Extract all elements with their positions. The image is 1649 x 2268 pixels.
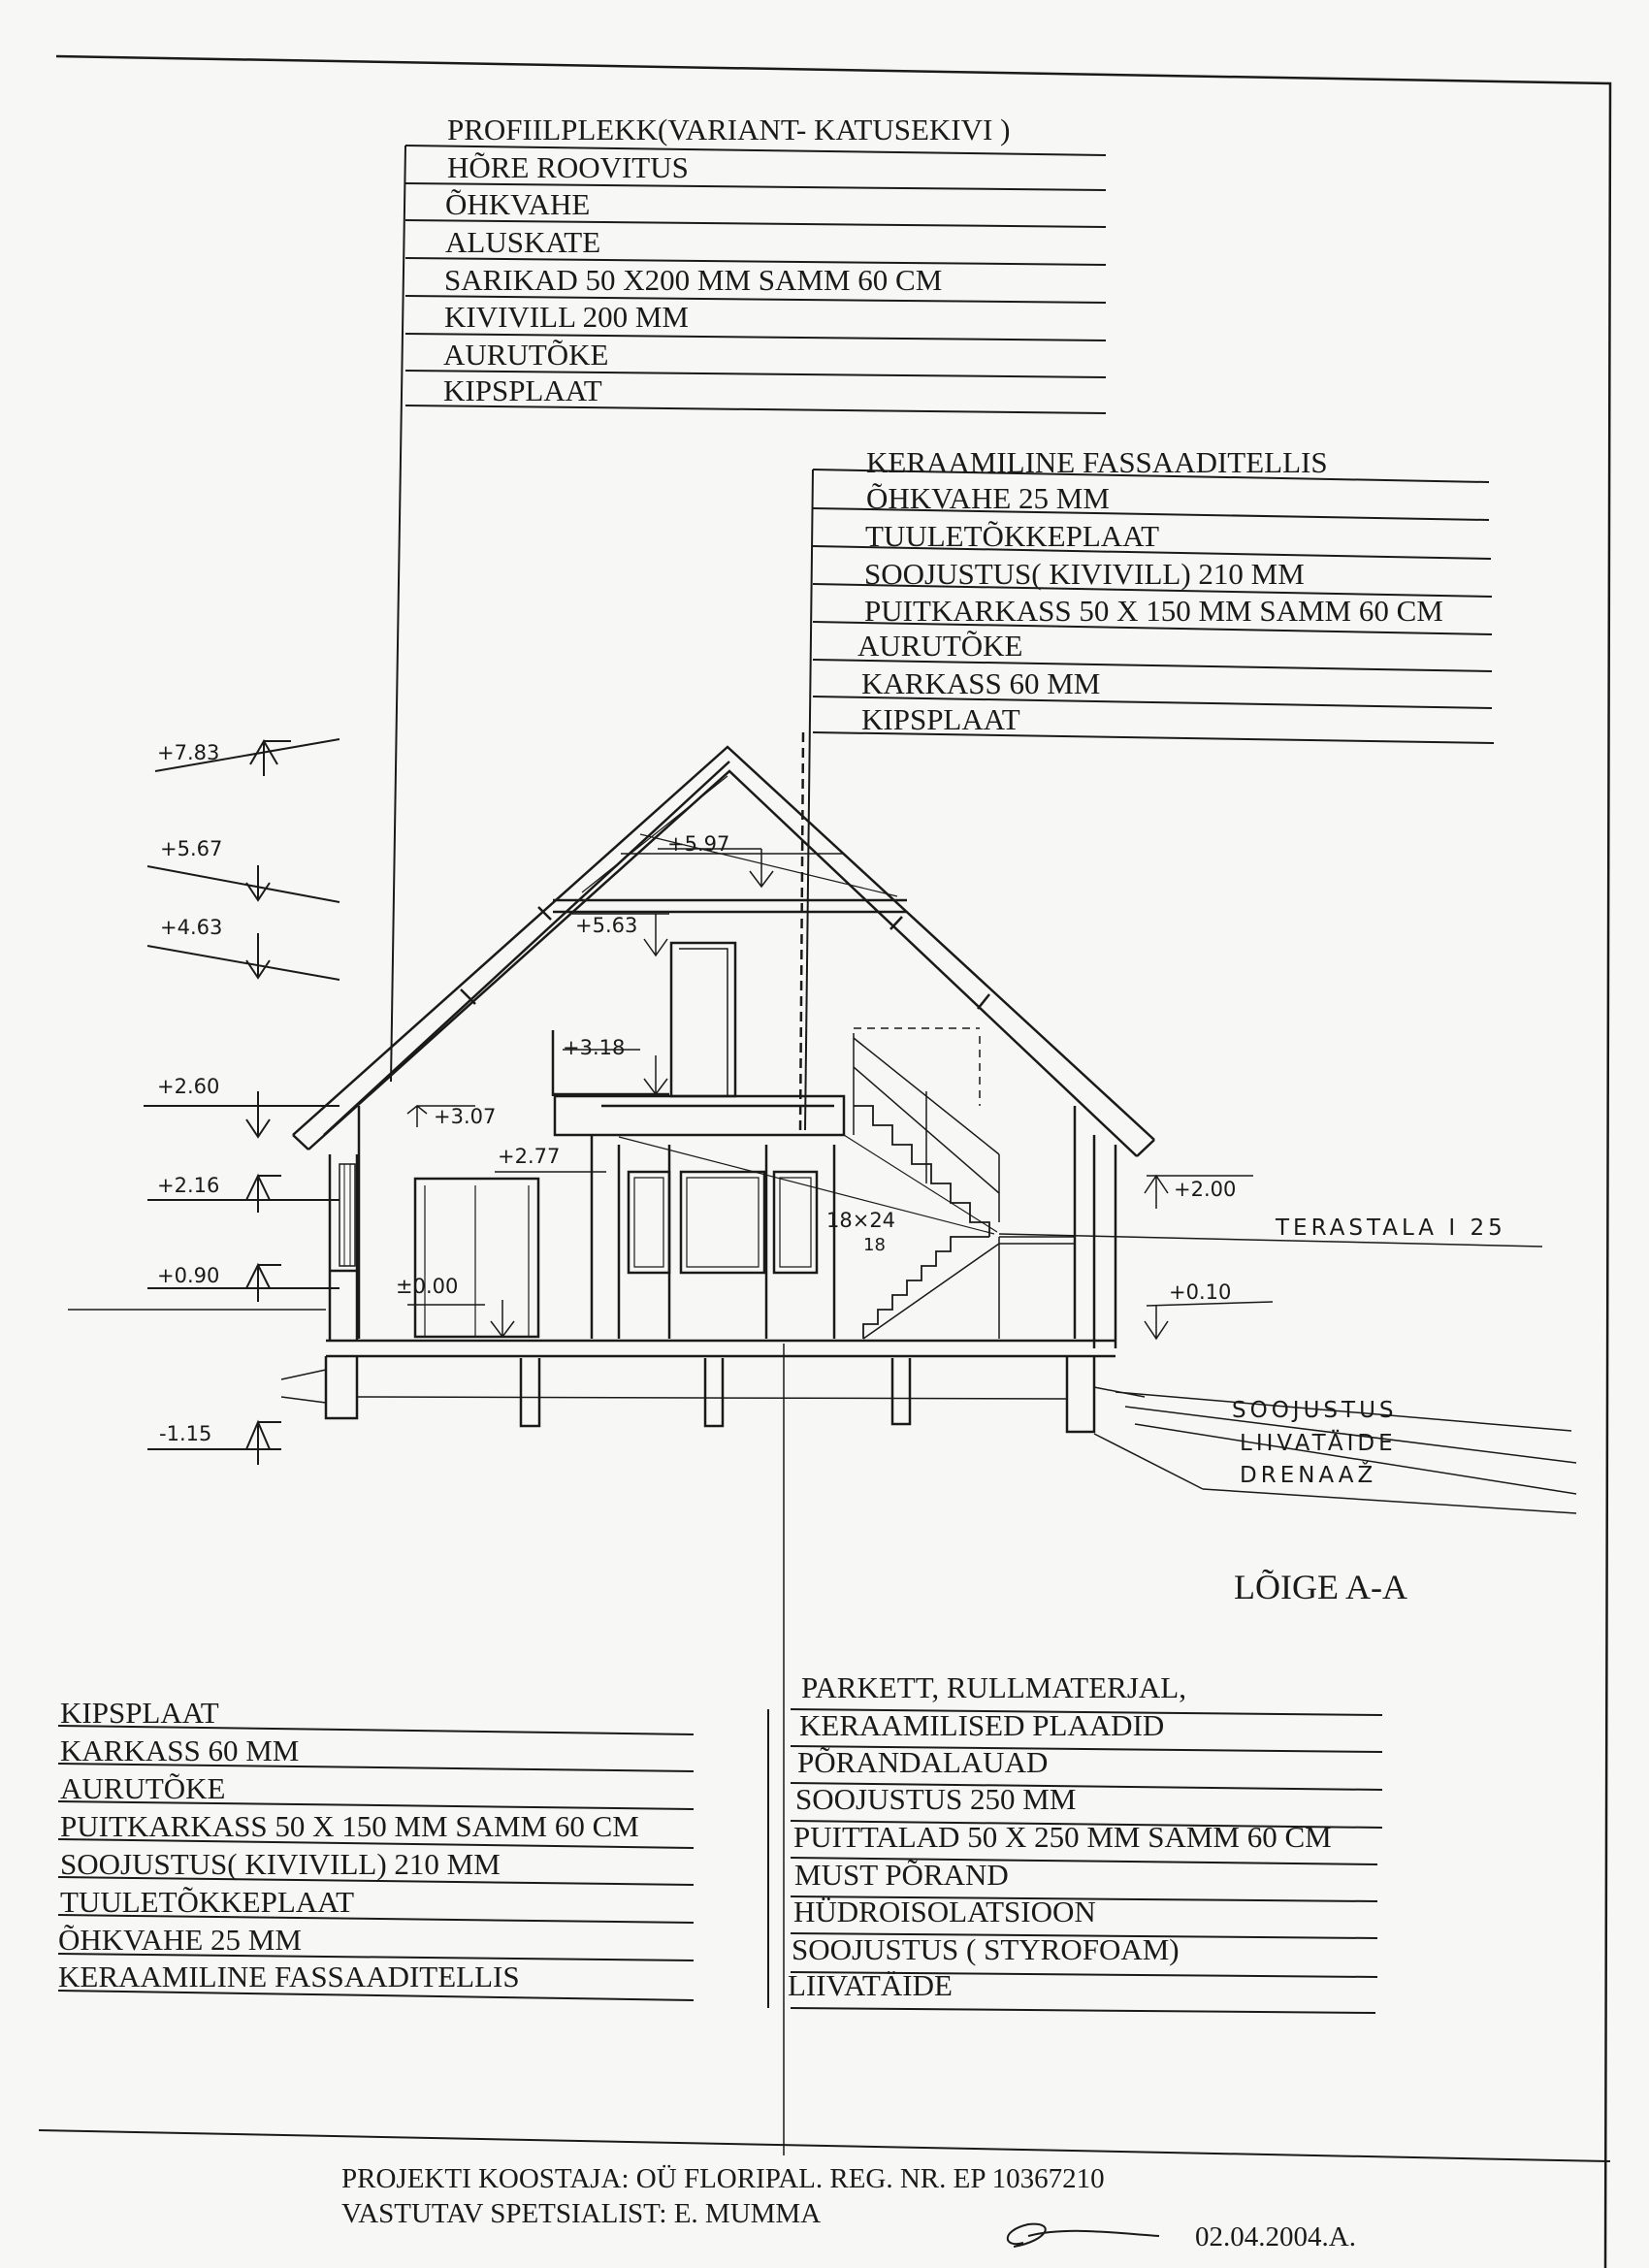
ground-layer-3: DRENAAŽ <box>1240 1463 1377 1488</box>
level-label-277: +2.77 <box>498 1145 561 1168</box>
lower-wall-layer-3: AURUTÕKE <box>60 1771 226 1805</box>
roof-layer-5: SARIKAD 50 X200 MM SAMM 60 CM <box>444 263 943 297</box>
upper-wall-layer-4: SOOJUSTUS( KIVIVILL) 210 MM <box>864 557 1305 591</box>
ground-layer-2: LIIVATÄIDE <box>1240 1431 1397 1456</box>
floor-layer-3: PÕRANDALAUAD <box>797 1745 1049 1779</box>
level-label-783: +7.83 <box>157 741 220 764</box>
level-label-260: +2.60 <box>157 1075 220 1098</box>
floor-layer-7: HÜDROISOLATSIOON <box>793 1895 1096 1928</box>
ground-layer-1: SOOJUSTUS <box>1232 1398 1398 1423</box>
roof-layer-8: KIPSPLAAT <box>443 373 602 407</box>
level-label-307: +3.07 <box>434 1105 497 1128</box>
footer-specialist: VASTUTAV SPETSIALIST: E. MUMMA <box>341 2198 822 2229</box>
upper-wall-layer-7: KARKASS 60 MM <box>861 666 1101 700</box>
level-label-567: +5.67 <box>160 837 223 860</box>
footer-author: PROJEKTI KOOSTAJA: OÜ FLORIPAL. REG. NR. EP 10367210 <box>341 2163 1105 2194</box>
floor-layer-1: PARKETT, RULLMATERJAL, <box>801 1670 1186 1704</box>
level-label-597: +5.97 <box>667 832 730 856</box>
roof-layer-2: HÕRE ROOVITUS <box>447 150 689 184</box>
lower-wall-layer-8: KERAAMILINE FASSAADITELLIS <box>58 1960 520 1993</box>
floor-layer-9: LIIVATÄIDE <box>788 1968 953 2002</box>
floor-layer-2: KERAAMILISED PLAADID <box>799 1708 1165 1742</box>
level-label-318: +3.18 <box>563 1036 626 1059</box>
footer-frame-line <box>39 2130 1610 2161</box>
upper-wall-layer-8: KIPSPLAAT <box>861 702 1020 736</box>
stair-label-count: 18 <box>863 1235 886 1255</box>
lower-wall-layer-6: TUULETÕKKEPLAAT <box>60 1885 355 1919</box>
upper-wall-layer-6: AURUTÕKE <box>857 629 1023 663</box>
signature-mark <box>1008 2224 1159 2247</box>
level-label-463: +4.63 <box>160 916 223 939</box>
floor-layer-4: SOOJUSTUS 250 MM <box>795 1782 1077 1816</box>
level-label-010: +0.10 <box>1169 1280 1232 1304</box>
steel-beam-label: TERASTALA I 25 <box>1276 1215 1506 1241</box>
floor-layer-6: MUST PÕRAND <box>794 1858 1009 1892</box>
stair-label-size: 18×24 <box>826 1209 896 1232</box>
lower-wall-layer-2: KARKASS 60 MM <box>60 1733 300 1767</box>
footer-date: 02.04.2004.A. <box>1195 2221 1356 2252</box>
level-label-200: +2.00 <box>1174 1178 1237 1201</box>
section-title: LÕIGE A-A <box>1234 1568 1407 1606</box>
roof-layer-6: KIVIVILL 200 MM <box>444 300 689 334</box>
upper-wall-layer-3: TUULETÕKKEPLAAT <box>865 519 1160 553</box>
roof-layer-7: AURUTÕKE <box>443 338 609 372</box>
level-label-216: +2.16 <box>157 1174 220 1197</box>
lower-wall-layer-5: SOOJUSTUS( KIVIVILL) 210 MM <box>60 1847 501 1881</box>
floor-layer-8: SOOJUSTUS ( STYROFOAM) <box>792 1932 1180 1966</box>
upper-wall-layer-5: PUITKARKASS 50 X 150 MM SAMM 60 CM <box>864 594 1443 628</box>
level-label-563: +5.63 <box>575 914 638 937</box>
level-label-115: -1.15 <box>159 1422 212 1445</box>
lower-wall-layer-4: PUITKARKASS 50 X 150 MM SAMM 60 CM <box>60 1809 639 1843</box>
roof-layer-3: ÕHKVAHE <box>445 187 591 221</box>
upper-wall-layer-2: ÕHKVAHE 25 MM <box>866 481 1110 515</box>
lower-wall-layer-7: ÕHKVAHE 25 MM <box>58 1923 302 1957</box>
upper-wall-layer-1: KERAAMILINE FASSAADITELLIS <box>866 445 1328 479</box>
level-label-090: +0.90 <box>157 1264 220 1287</box>
roof-layer-1: PROFIILPLEKK(VARIANT- KATUSEKIVI ) <box>447 113 1011 146</box>
floor-layer-5: PUITTALAD 50 X 250 MM SAMM 60 CM <box>793 1820 1332 1854</box>
level-label-000: ±0.00 <box>396 1275 459 1298</box>
lower-wall-layer-1: KIPSPLAAT <box>60 1696 219 1730</box>
roof-layer-4: ALUSKATE <box>445 225 601 259</box>
